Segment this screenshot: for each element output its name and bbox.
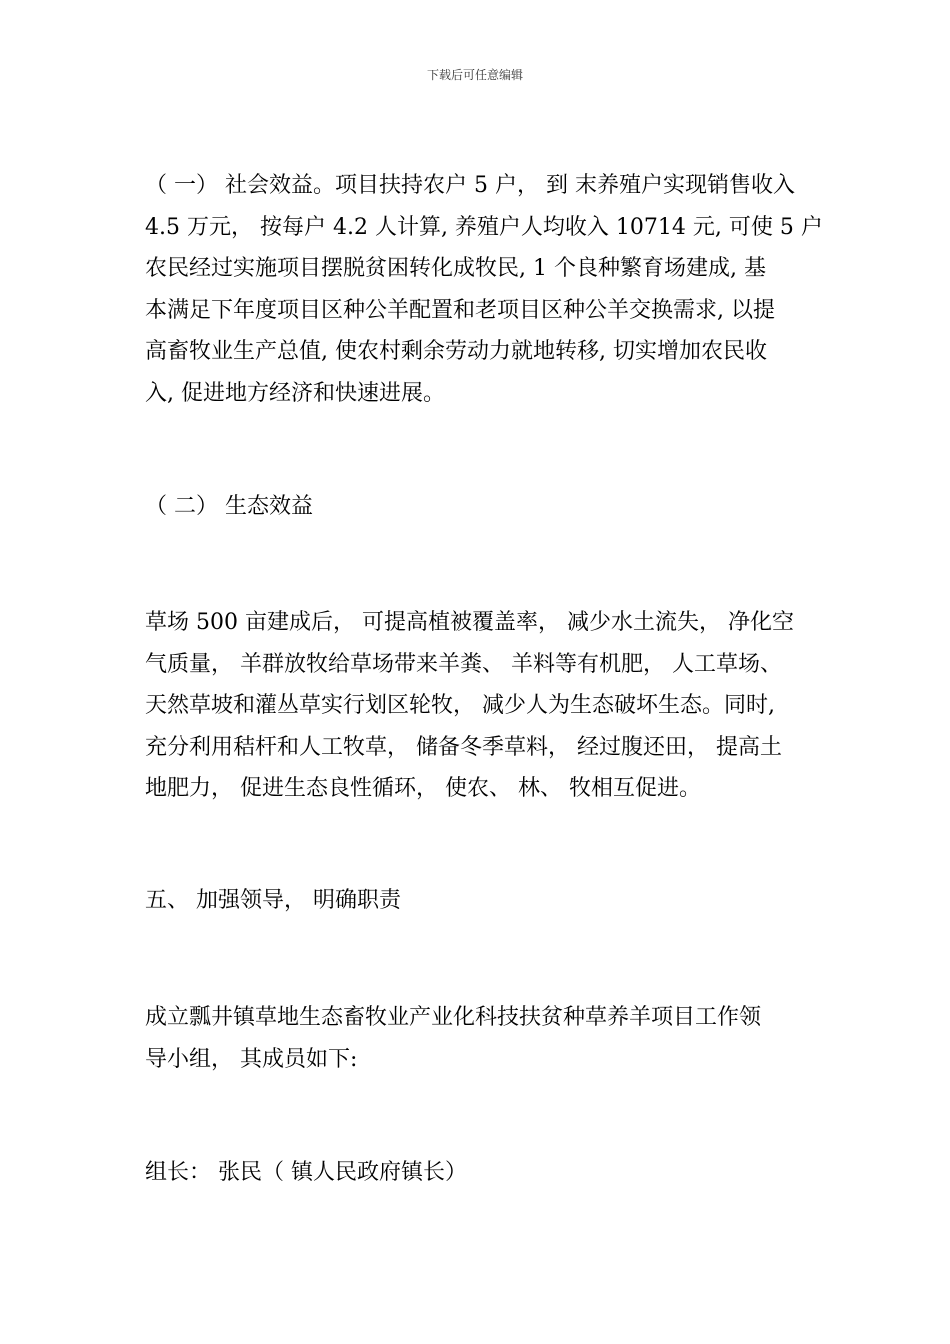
paragraph-ecological-benefit xyxy=(145,602,813,810)
text-line: 农民经过实施项目摆脱贫困转化成牧民, 1 个良种繁育场建成, 基 xyxy=(145,256,766,281)
text-line: 导小组， 其成员如下: xyxy=(145,1046,358,1072)
text-line: 天然草坡和灌丛草实行划区轮牧， 减少人为生态破坏生态。同时, xyxy=(145,693,775,718)
text-line: 成立瓢井镇草地生态畜牧业产业化科技扶贫种草养羊项目工作领 xyxy=(145,1005,762,1030)
text-line: 4.5 万元， 按每户 4.2 人计算, 养殖户人均收入 10714 元, 可使 5 户 xyxy=(145,214,823,240)
text-line: （ 一） 社会效益。项目扶持农户 5 户， 到 末养殖户实现销售收入 xyxy=(145,173,795,198)
text-line: 气质量， 羊群放牧给草场带来羊粪、 羊料等有机肥， 人工草场、 xyxy=(145,651,782,677)
heading-leadership xyxy=(145,880,813,922)
text-line: 草场 500 亩建成后， 可提高植被覆盖率， 减少水土流失， 净化空 xyxy=(145,610,794,635)
text-line: 入, 促进地方经济和快速进展。 xyxy=(145,380,445,406)
text-line: 充分利用秸杆和人工牧草， 储备冬季草料， 经过腹还田， 提高土 xyxy=(145,734,782,760)
heading-ecological-benefit xyxy=(145,486,813,528)
text-line: 组长： 张民（ 镇人民政府镇长） xyxy=(145,1160,467,1185)
section-heading: 五、 加强领导， 明确职责 xyxy=(145,888,401,913)
section-heading: （ 二） 生态效益 xyxy=(145,494,313,519)
text-line: 本满足下年度项目区种公羊配置和老项目区种公羊交换需求, 以提 xyxy=(145,297,775,323)
page-header: 下载后可任意编辑 xyxy=(426,68,523,82)
paragraph-leadership-group xyxy=(145,997,813,1080)
text-line: 地肥力， 促进生态良性循环， 使农、 林、 牧相互促进。 xyxy=(145,776,701,801)
text-line: 高畜牧业生产总值, 使农村剩余劳动力就地转移, 切实增加农民收 xyxy=(145,339,767,364)
paragraph-group-leader xyxy=(145,1152,813,1194)
paragraph-social-benefit xyxy=(145,165,823,414)
